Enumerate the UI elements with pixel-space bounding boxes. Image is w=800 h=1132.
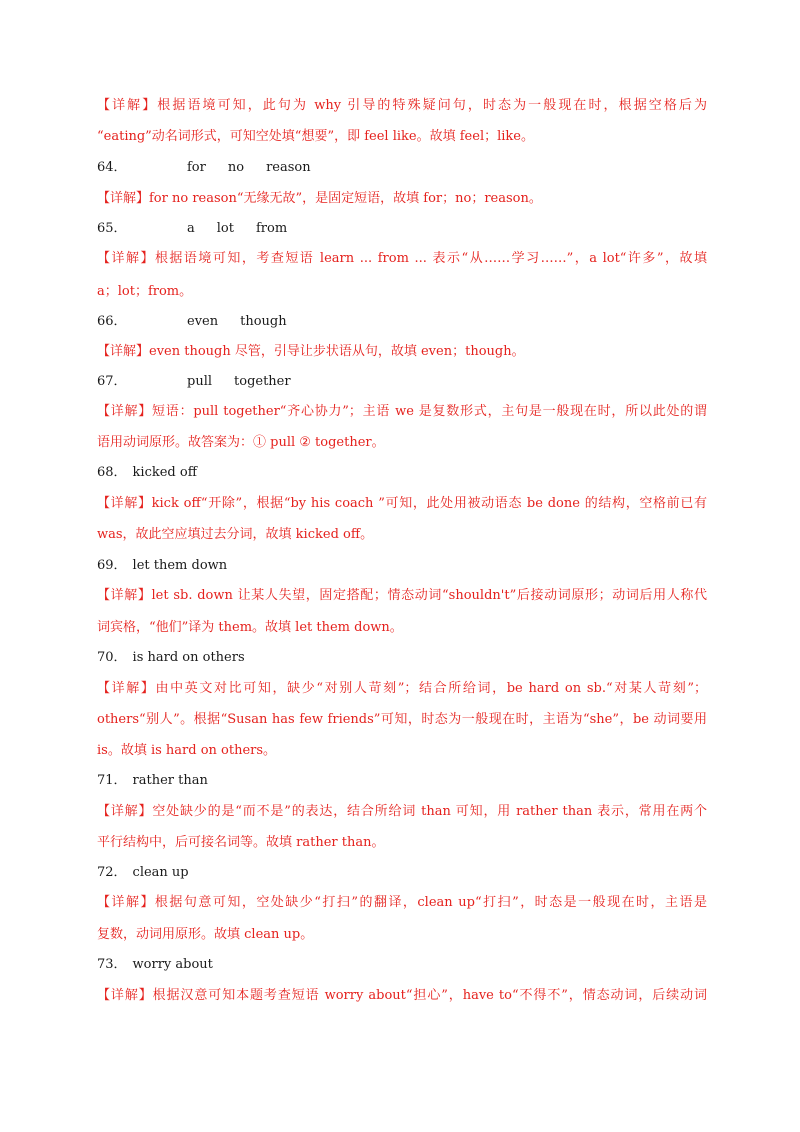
answer-blank: a (187, 221, 195, 236)
answer-row-69 (97, 557, 707, 575)
explanation-line: 【详解】根据汉意可知本题考查短语 worry about“担心”，have to“不得不”，情态动词，后续动词 (97, 988, 707, 1003)
explanation-line: 【详解】根据语境可知，考查短语 learn ... from ... 表示“从……学习……”，a lot“许多”，故填 (97, 251, 707, 266)
explanation-line: 【详解】根据语境可知，此句为 why 引导的特殊疑问句，时态为一般现在时，根据空格后为 (97, 98, 707, 113)
answer-row-67 (97, 373, 707, 391)
question-number: 68． (97, 465, 127, 480)
answer-row-72 (97, 864, 707, 882)
answer-blank: from (255, 221, 288, 236)
explanation-line: is。故填 is hard on others。 (97, 743, 277, 758)
answer-blank: no (227, 160, 245, 175)
answer-blank: kicked off (132, 465, 197, 480)
explanation-line: 【详解】由中英文对比可知，缺少“对别人苛刻”；结合所给词，be hard on sb.“对某人苛刻”； (97, 681, 707, 696)
answer-blank: clean up (132, 865, 189, 880)
question-number: 67． (97, 374, 127, 389)
answer-row-68 (97, 464, 707, 482)
answer-row-73 (97, 956, 707, 974)
question-number: 64． (97, 160, 127, 175)
answer-blank: let them down (132, 558, 228, 573)
explanation-line: 语用动词原形。故答案为：① pull ② together。 (97, 435, 385, 450)
answer-blank: reason (266, 160, 311, 175)
answer-row-71 (97, 772, 707, 790)
explanation-line: 复数，动词用原形。故填 clean up。 (97, 927, 314, 942)
answer-blank: worry about (132, 957, 213, 972)
explanation-line: 平行结构中，后可接名词等。故填 rather than。 (97, 835, 385, 850)
answer-blank: even (187, 314, 219, 329)
answer-blank: rather than (132, 773, 208, 788)
answer-blank: pull (187, 374, 213, 389)
explanation-line: was，故此空应填过去分词，故填 kicked off。 (97, 527, 374, 542)
question-number: 70． (97, 650, 127, 665)
question-number: 66． (97, 314, 127, 329)
question-number: 65． (97, 221, 127, 236)
answer-blank: is hard on others (132, 650, 245, 665)
explanation-line: 【详解】let sb. down 让某人失望，固定搭配；情态动词“shouldn't”后接动词原形；动词后用人称代 (97, 588, 707, 603)
answer-row-70 (97, 649, 707, 667)
answer-row-64 (97, 159, 707, 177)
explanation-line: 【详解】短语：pull together“齐心协力”；主语 we 是复数形式，主句是一般现在时，所以此处的谓 (97, 404, 707, 419)
explanation-line: a；lot；from。 (97, 284, 193, 299)
explanation-line: 【详解】kick off“开除”，根据“by his coach ”可知，此处用被动语态 be done 的结构，空格前已有 (97, 496, 707, 511)
explanation-line: 词宾格，“他们”译为 them。故填 let them down。 (97, 620, 403, 635)
question-number: 71． (97, 773, 127, 788)
question-number: 73． (97, 957, 127, 972)
answer-blank: lot (216, 221, 234, 236)
answer-row-66 (97, 313, 707, 331)
explanation-line: 【详解】even though 尽管，引导让步状语从句，故填 even；though。 (97, 344, 525, 359)
answer-blank: though (240, 314, 287, 329)
question-number: 69． (97, 558, 127, 573)
explanation-line: 【详解】for no reason“无缘无故”，是固定短语，故填 for；no；reason。 (97, 191, 542, 206)
answer-blank: together (234, 374, 291, 389)
answer-blank: for (187, 160, 206, 175)
question-number: 72． (97, 865, 127, 880)
explanation-line: 【详解】空处缺少的是“而不是”的表达，结合所给词 than 可知，用 rather than 表示，常用在两个 (97, 804, 707, 819)
explanation-line: 【详解】根据句意可知，空处缺少“打扫”的翻译，clean up“打扫”，时态是一般现在时，主语是 (97, 895, 707, 910)
answer-row-65 (97, 220, 707, 238)
explanation-line: “eating”动名词形式，可知空处填“想要”，即 feel like。故填 feel；like。 (97, 129, 534, 144)
explanation-line: others“别人”。根据“Susan has few friends”可知，时态为一般现在时，主语为“she”，be 动词要用 (97, 712, 707, 727)
